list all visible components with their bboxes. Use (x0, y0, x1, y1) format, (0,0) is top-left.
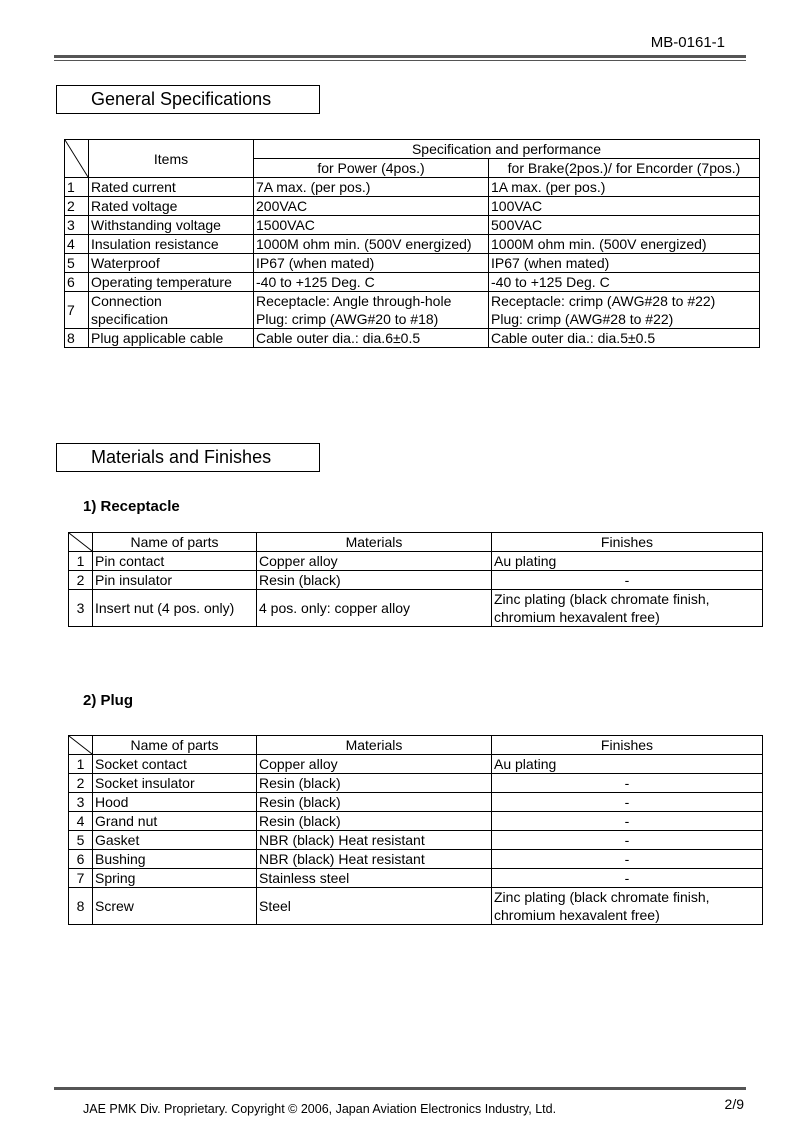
row-number: 2 (69, 774, 93, 793)
finish-line: Zinc plating (black chromate finish, (494, 591, 710, 607)
table-row (69, 793, 763, 812)
table-row (65, 197, 760, 216)
row-number: 2 (69, 571, 93, 590)
col-header-spec: Specification and performance (254, 140, 760, 159)
brake-cell (489, 292, 760, 329)
finish-cell: Au plating (492, 755, 763, 774)
table-row (65, 292, 760, 329)
item-cell: Withstanding voltage (89, 216, 254, 235)
brake-line: Plug: crimp (AWG#28 to #22) (491, 311, 674, 327)
table-row (69, 812, 763, 831)
power-cell: 1000M ohm min. (500V energized) (254, 235, 489, 254)
material-cell: Resin (black) (257, 793, 492, 812)
receptacle-header-row (69, 533, 763, 552)
power-cell (254, 292, 489, 329)
finish-cell: - (492, 571, 763, 590)
header-rule (54, 55, 746, 61)
item-cell: Rated current (89, 178, 254, 197)
row-number: 2 (65, 197, 89, 216)
row-number: 3 (65, 216, 89, 235)
footer-rule (54, 1087, 746, 1090)
col-header-brake: for Brake(2pos.)/ for Encorder (7pos.) (489, 159, 760, 178)
item-cell: Insulation resistance (89, 235, 254, 254)
brake-cell: 1000M ohm min. (500V energized) (489, 235, 760, 254)
table-row (65, 235, 760, 254)
item-cell: Waterproof (89, 254, 254, 273)
table-row (69, 552, 763, 571)
col-header-name: Name of parts (93, 736, 257, 755)
receptacle-heading: 1) Receptacle (83, 498, 180, 515)
part-name-cell: Pin contact (93, 552, 257, 571)
row-number: 4 (65, 235, 89, 254)
table-row (65, 329, 760, 348)
table-row (69, 571, 763, 590)
finish-cell: - (492, 774, 763, 793)
row-number: 1 (69, 755, 93, 774)
material-cell: Resin (black) (257, 774, 492, 793)
receptacle-table (68, 532, 763, 627)
part-name-cell: Socket contact (93, 755, 257, 774)
brake-cell: 500VAC (489, 216, 760, 235)
brake-cell: IP67 (when mated) (489, 254, 760, 273)
copyright-notice: JAE PMK Div. Proprietary. Copyright © 2006, Japan Aviation Electronics Industry, Ltd. (83, 1102, 557, 1116)
part-name-cell: Socket insulator (93, 774, 257, 793)
power-line: Receptacle: Angle through-hole (256, 293, 452, 309)
finish-cell: Au plating (492, 552, 763, 571)
general-specifications-title: General Specifications (56, 85, 320, 114)
row-number: 6 (69, 850, 93, 869)
finish-cell (492, 888, 763, 925)
brake-cell: Cable outer dia.: dia.5±0.5 (489, 329, 760, 348)
page-number: 2/9 (724, 1096, 744, 1112)
material-cell: Copper alloy (257, 552, 492, 571)
material-cell: Resin (black) (257, 812, 492, 831)
table-row (65, 178, 760, 197)
row-number: 3 (69, 793, 93, 812)
row-number: 1 (69, 552, 93, 571)
power-cell: IP67 (when mated) (254, 254, 489, 273)
col-header-items: Items (89, 140, 254, 178)
row-number: 4 (69, 812, 93, 831)
row-number: 8 (65, 329, 89, 348)
row-number: 3 (69, 590, 93, 627)
power-cell: 200VAC (254, 197, 489, 216)
material-cell: NBR (black) Heat resistant (257, 850, 492, 869)
part-name-cell: Pin insulator (93, 571, 257, 590)
finish-line: chromium hexavalent free) (494, 609, 660, 625)
general-specifications-table (64, 139, 760, 348)
row-number: 5 (65, 254, 89, 273)
table-row (69, 888, 763, 925)
finish-cell: - (492, 793, 763, 812)
row-number: 5 (69, 831, 93, 850)
col-header-finishes: Finishes (492, 736, 763, 755)
part-name-cell: Grand nut (93, 812, 257, 831)
item-line: specification (91, 311, 169, 327)
row-number: 1 (65, 178, 89, 197)
plug-heading: 2) Plug (83, 692, 134, 709)
material-cell: Steel (257, 888, 492, 925)
table-row (65, 254, 760, 273)
item-line: Connection (91, 293, 162, 309)
document-number: MB-0161-1 (650, 34, 725, 51)
power-cell: 1500VAC (254, 216, 489, 235)
finish-line: chromium hexavalent free) (494, 907, 660, 923)
diagonal-corner-cell (69, 533, 93, 552)
brake-cell: -40 to +125 Deg. C (489, 273, 760, 292)
part-name-cell: Spring (93, 869, 257, 888)
power-cell: Cable outer dia.: dia.6±0.5 (254, 329, 489, 348)
col-header-name: Name of parts (93, 533, 257, 552)
finish-cell (492, 590, 763, 627)
col-header-power: for Power (4pos.) (254, 159, 489, 178)
material-cell: Stainless steel (257, 869, 492, 888)
plug-header-row (69, 736, 763, 755)
row-number: 7 (65, 292, 89, 329)
table-row (69, 831, 763, 850)
material-cell: 4 pos. only: copper alloy (257, 590, 492, 627)
table-row (69, 755, 763, 774)
plug-table (68, 735, 763, 925)
col-header-finishes: Finishes (492, 533, 763, 552)
col-header-materials: Materials (257, 533, 492, 552)
item-cell: Plug applicable cable (89, 329, 254, 348)
finish-cell: - (492, 850, 763, 869)
col-header-materials: Materials (257, 736, 492, 755)
table-row (69, 590, 763, 627)
diagonal-corner-cell (69, 736, 93, 755)
item-cell: Operating temperature (89, 273, 254, 292)
material-cell: Resin (black) (257, 571, 492, 590)
item-cell (89, 292, 254, 329)
item-cell: Rated voltage (89, 197, 254, 216)
finish-cell: - (492, 812, 763, 831)
row-number: 6 (65, 273, 89, 292)
brake-cell: 100VAC (489, 197, 760, 216)
power-cell: -40 to +125 Deg. C (254, 273, 489, 292)
power-line: Plug: crimp (AWG#20 to #18) (256, 311, 439, 327)
finish-line: Zinc plating (black chromate finish, (494, 889, 710, 905)
table-row (69, 774, 763, 793)
part-name-cell: Hood (93, 793, 257, 812)
material-cell: Copper alloy (257, 755, 492, 774)
row-number: 8 (69, 888, 93, 925)
part-name-cell: Screw (93, 888, 257, 925)
part-name-cell: Gasket (93, 831, 257, 850)
table-row (69, 869, 763, 888)
table-row (65, 216, 760, 235)
diagonal-corner-cell (65, 140, 89, 178)
spec-header-row-1 (65, 140, 760, 159)
row-number: 7 (69, 869, 93, 888)
finish-cell: - (492, 831, 763, 850)
part-name-cell: Bushing (93, 850, 257, 869)
table-row (65, 273, 760, 292)
material-cell: NBR (black) Heat resistant (257, 831, 492, 850)
brake-cell: 1A max. (per pos.) (489, 178, 760, 197)
materials-finishes-title: Materials and Finishes (56, 443, 320, 472)
power-cell: 7A max. (per pos.) (254, 178, 489, 197)
table-row (69, 850, 763, 869)
finish-cell: - (492, 869, 763, 888)
part-name-cell: Insert nut (4 pos. only) (93, 590, 257, 627)
brake-line: Receptacle: crimp (AWG#28 to #22) (491, 293, 716, 309)
